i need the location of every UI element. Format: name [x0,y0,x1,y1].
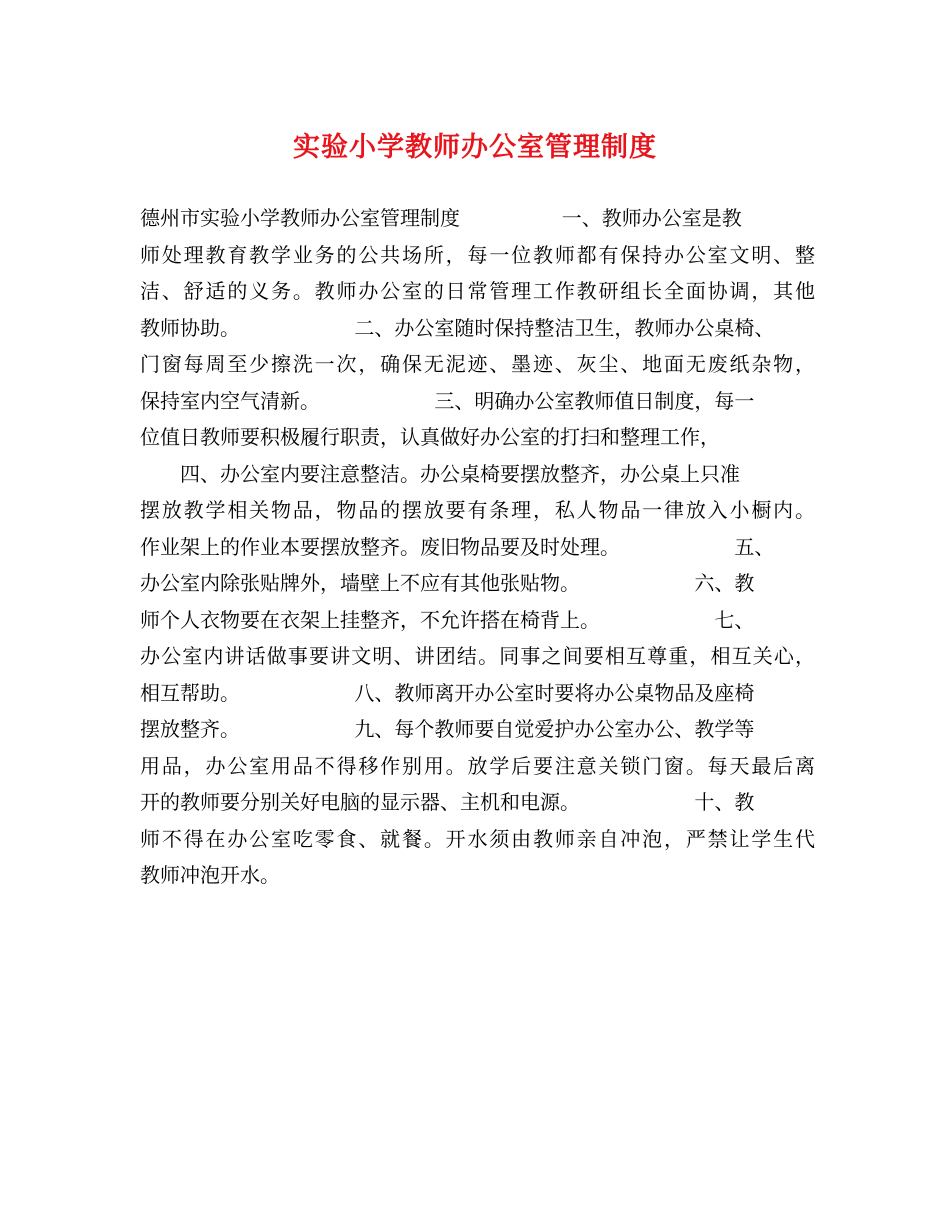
body-line: 位值日教师要积极履行职责，认真做好办公室的打扫和整理工作， [140,425,720,449]
body-line: 师不得在办公室吃零食、就餐。开水须由教师亲自冲泡，严禁让学生代 [140,826,815,851]
body-line: 保持室内空气清新。 三、明确办公室教师值日制度，每一 [140,388,755,413]
body-line: 相互帮助。 八、教师离开办公室时要将办公桌物品及座椅 [140,680,755,705]
body-line: 摆放教学相关物品，物品的摆放要有条理，私人物品一律放入小橱内。 [140,498,815,522]
body-line: 用品，办公室用品不得移作别用。放学后要注意关锁门窗。每天最后离 [140,753,815,778]
body-line: 作业架上的作业本要摆放整齐。废旧物品要及时处理。 五、 [140,534,775,559]
body-line: 师处理教育教学业务的公共场所，每一位教师都有保持办公室文明、整 [140,242,815,267]
body-line: 教师冲泡开水。 [140,863,280,887]
document-title: 实验小学教师办公室管理制度 [293,132,657,163]
body-line: 办公室内除张贴牌外，墙壁上不应有其他张贴物。 六、教 [140,571,755,595]
body-line: 洁、舒适的义务。教师办公室的日常管理工作教研组长全面协调，其他 [140,279,815,303]
document-body [140,200,815,894]
body-line: 德州市实验小学教师办公室管理制度 一、教师办公室是教 [140,206,742,230]
body-line: 师个人衣物要在衣架上挂整齐，不允许搭在椅背上。 七、 [140,607,755,632]
body-line: 办公室内讲话做事要讲文明、讲团结。同事之间要相互尊重，相互关心， [140,644,815,668]
body-line: 四、办公室内要注意整洁。办公桌椅要摆放整齐，办公桌上只准 [180,461,740,486]
body-line: 开的教师要分别关好电脑的显示器、主机和电源。 十、教 [140,790,755,814]
body-line: 摆放整齐。 九、每个教师要自觉爱护办公室办公、教学等 [140,717,755,741]
body-line: 门窗每周至少擦洗一次，确保无泥迹、墨迹、灰尘、地面无废纸杂物， [140,352,815,376]
body-line: 教师协助。 二、办公室随时保持整洁卫生，教师办公桌椅、 [140,315,775,340]
